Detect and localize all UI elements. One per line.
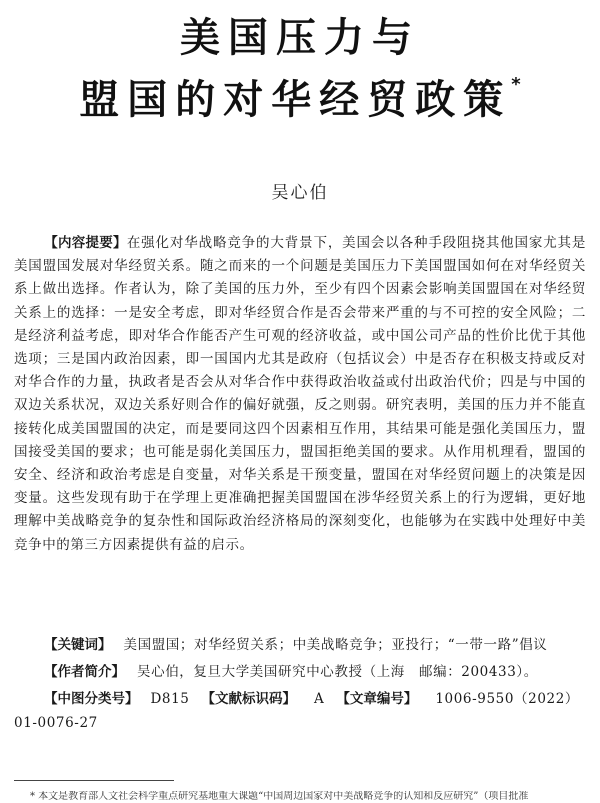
keywords-line (44, 634, 586, 656)
clc-value: D815 (150, 691, 190, 707)
author-bio-label: 【作者简介】 (44, 664, 125, 680)
author-bio-text: 吴心伯，复旦大学美国研究中心教授（上海 邮编：200433）。 (137, 664, 538, 680)
abstract-paragraph (14, 232, 586, 557)
paper-title-line2 (0, 74, 600, 123)
abstract-text: 在强化对华战略竞争的大背景下，美国会以各种手段阻挠其他国家尤其是美国盟国发展对华经贸关系。随之而来的一个问题是美国压力下美国盟国如何在对华经贸关系上做出选择。作者认为，除了美国的压力外，至少有四个因素会影响美国盟国在对华经贸关系上的选择：一是安全考虑，即对华经贸合作是否会带来严重的与不可控的安全风险；二是经济利益考虑，即对华合作能否产生可观的经济收益，或中国公司产品的性价比优于其他选项；三是国内政治因素，即一国国内尤其是政府（包括议会）中是否存在积极支持或反对对华合作的力量，执政者是否会从对华合作中获得政治收益或付出政治代价；四是与中国的双边关系状况，双边关系好则合作的偏好就强，反之则弱。研究表明，美国的压力并不能直接转化成美国盟国的决定，而是要同这四个因素相互作用，其结果可能是强化美国压力，盟国接受美国的要求；也可能是弱化美国压力，盟国拒绝美国的要求。从作用机理看，盟国的安全、经济和政治考虑是自变量，对华关系是干预变量，盟国在对华经贸问题上的决策是因变量。这些发现有助于在学理上更准确把握美国盟国在涉华经贸关系上的行为逻辑，更好地理解中美战略竞争的复杂性和国际政治经济格局的深刻变化，也能够为在实践中处理好中美竞争中的第三方因素提供有益的启示。 (14, 235, 587, 553)
title-footnote-marker[interactable]: * (511, 74, 521, 95)
clc-label: 【中图分类号】 (44, 691, 139, 707)
title-line1-text: 美国压力与 (180, 15, 420, 61)
keywords-label: 【关键词】 (44, 637, 112, 653)
author-bio-line (44, 661, 586, 683)
author-name: 吴心伯 (271, 183, 329, 203)
footnote-divider (14, 780, 174, 781)
classification-line-continued (14, 712, 586, 734)
classification-line (44, 688, 586, 710)
article-number-label: 【文章编号】 (336, 691, 418, 707)
doc-code-label: 【文献标识码】 (201, 691, 296, 707)
title-line2-text: 盟国的对华经贸政策 (79, 77, 512, 123)
keywords-text: 美国盟国；对华经贸关系；中美战略竞争；亚投行；“一带一路”倡议 (123, 637, 548, 653)
doc-code-value: A (314, 691, 325, 707)
paper-title-line1 (0, 15, 600, 61)
article-number-value: 1006-9550（2022） (435, 691, 579, 707)
article-number-value-cont: 01-0076-27 (14, 715, 98, 731)
abstract-label: 【内容提要】 (44, 235, 127, 251)
footnote-text: * 本文是教育部人文社会科学重点研究基地重大课题“中国周边国家对中美战略竞争的认知和反应研究”（项目批准 (30, 791, 529, 802)
